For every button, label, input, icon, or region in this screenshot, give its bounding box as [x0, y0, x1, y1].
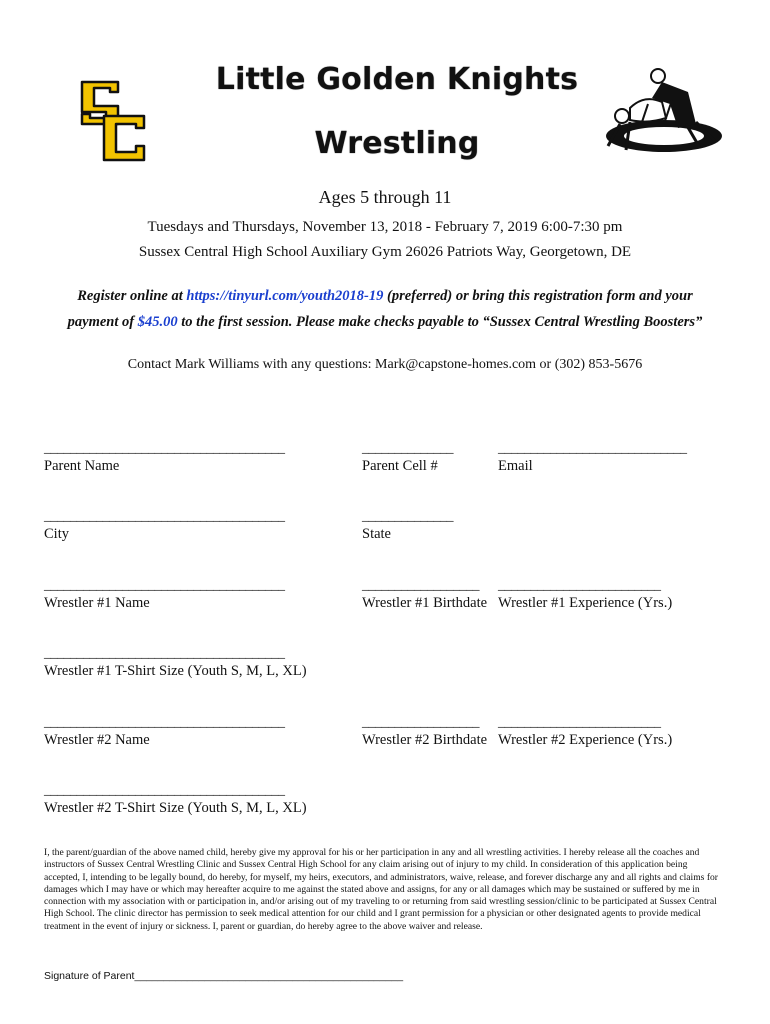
state-line[interactable]: ______________	[362, 509, 453, 524]
signature-label: Signature of Parent	[44, 970, 135, 982]
parent-name-label: Parent Name	[44, 458, 120, 474]
wrestler2-name-label: Wrestler #2 Name	[44, 732, 150, 748]
email-label: Email	[498, 458, 533, 474]
parent-name-line[interactable]: _____________________________________	[44, 441, 285, 456]
waiver-text: I, the parent/guardian of the above named child, hereby give my approval for his or her participation in any and all wrestling activities. I hereby release all the coaches and instructors of Sussex Central Wrestling Clinic and Sussex Central High School for any claim arising out of injury to my child. In consideration of this application being accepted, I, intending to be legally bound, do hereby, for myself, my heirs, executors, and administrators, waive, release, and forever discharge any and all rights and claims for damages which I may have or which may hereafter acquire to me against the stated above and assigns, for any or all damages which may be sustained or suffered by me in connection with my association with or participation in, and/or arising out of my traveling to or returning from said wrestling session/clinic to be participated at Sussex Central High School. The clinic director has permission to seek medical attention for our child and I grant permission for a physician or other designated agents to provide medical treatment in the event of injury or sickness. I, parent or guardian, do hereby agree to the above waiver and release.	[44, 847, 719, 932]
fee-amount: $45.00	[137, 314, 178, 330]
wrestler1-experience-line[interactable]: _________________________	[498, 578, 661, 593]
location-text: Sussex Central High School Auxiliary Gym 26026 Patriots Way, Georgetown, DE	[138, 244, 632, 260]
wrestler1-shirt-label: Wrestler #1 T-Shirt Size (Youth S, M, L, XL)	[44, 663, 307, 679]
wrestler2-experience-line[interactable]: _________________________	[498, 715, 661, 730]
parent-cell-label: Parent Cell #	[362, 458, 438, 474]
wrestler2-name-line[interactable]: _____________________________________	[44, 715, 285, 730]
wrestler2-experience-label: Wrestler #2 Experience (Yrs.)	[498, 732, 673, 748]
payment-suffix: to the first session. Please make checks payable to “Sussex Central Wrestling Boosters”	[177, 314, 703, 330]
title-line-2: Wrestling	[314, 126, 480, 161]
signature-field[interactable]	[44, 970, 403, 982]
wrestler2-birthdate-label: Wrestler #2 Birthdate	[362, 732, 488, 748]
payment-prefix: payment of	[67, 314, 138, 330]
wrestler2-shirt-label: Wrestler #2 T-Shirt Size (Youth S, M, L, XL)	[44, 800, 307, 816]
register-line-1	[0, 288, 770, 305]
wrestler1-experience-label: Wrestler #1 Experience (Yrs.)	[498, 595, 673, 611]
contact-text: Contact Mark Williams with any questions: Mark@capstone-homes.com or (302) 853-5676	[127, 357, 643, 372]
city-line[interactable]: _____________________________________	[44, 509, 285, 524]
wrestler1-birthdate-label: Wrestler #1 Birthdate	[362, 595, 488, 611]
wrestler1-shirt-line[interactable]: _____________________________________	[44, 646, 285, 661]
email-line[interactable]: _____________________________	[498, 441, 687, 456]
dates-text: Tuesdays and Thursdays, November 13, 2018 - February 7, 2019 6:00-7:30 pm	[147, 219, 623, 235]
wrestlers-clipart-icon	[600, 64, 722, 160]
wrestler1-name-label: Wrestler #1 Name	[44, 595, 150, 611]
state-label: State	[362, 526, 391, 542]
wrestler1-birthdate-line[interactable]: __________________	[362, 578, 479, 593]
register-line-2	[0, 314, 770, 331]
wrestler2-shirt-line[interactable]: _____________________________________	[44, 783, 285, 798]
register-prefix: Register online at	[77, 288, 187, 304]
signature-line[interactable]: ______________________________________________	[134, 970, 404, 982]
parent-cell-line[interactable]: ______________	[362, 441, 453, 456]
city-label: City	[44, 526, 69, 542]
wrestler2-birthdate-line[interactable]: __________________	[362, 715, 479, 730]
registration-link[interactable]: https://tinyurl.com/youth2018-19	[186, 288, 384, 304]
register-suffix: (preferred) or bring this registration form and your	[383, 288, 693, 304]
wrestler1-name-line[interactable]: _____________________________________	[44, 578, 285, 593]
ages-text: Ages 5 through 11	[318, 187, 452, 207]
title-line-1: Little Golden Knights	[215, 62, 579, 97]
